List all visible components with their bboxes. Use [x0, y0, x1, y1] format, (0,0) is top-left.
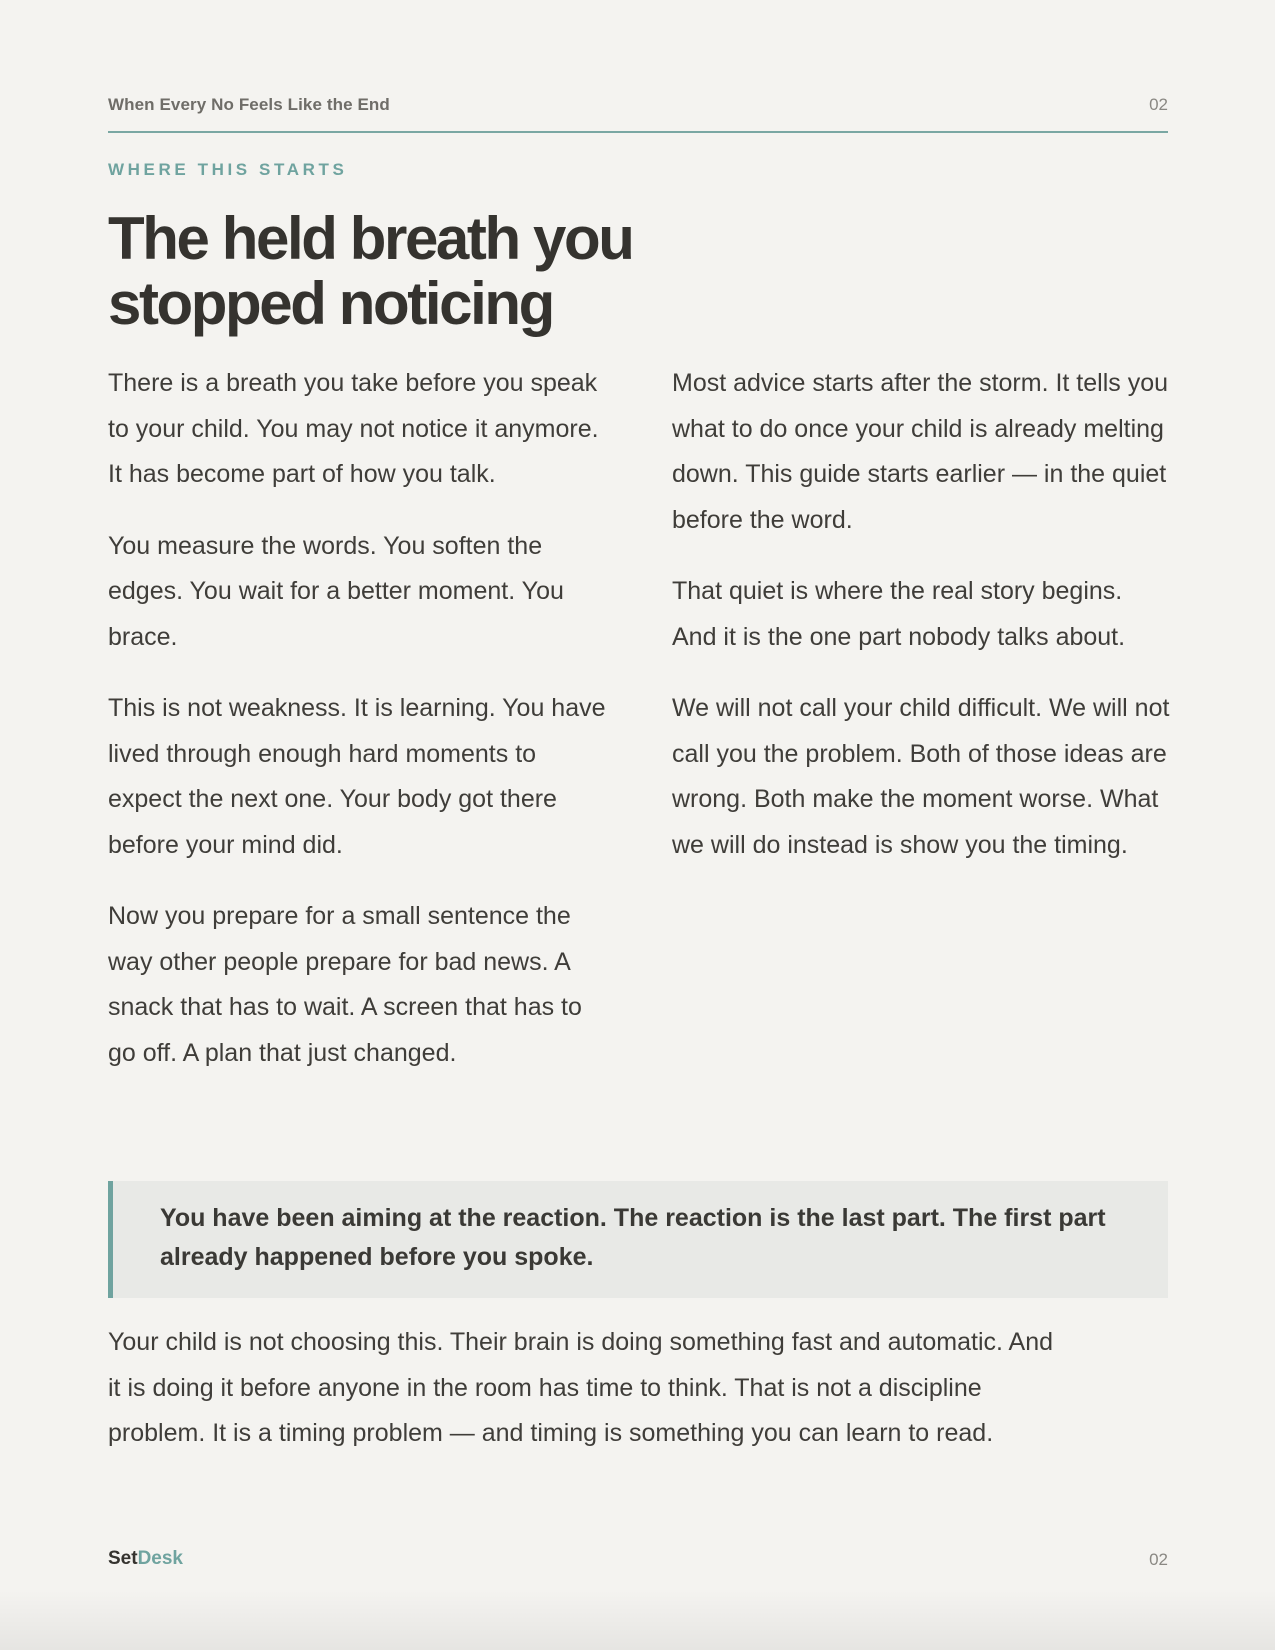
- left-column: [108, 361, 608, 1102]
- body-paragraph: Most advice starts after the storm. It tells you what to do once your child is already melting down. This guide starts earlier — in the quiet before the word.: [672, 369, 1169, 534]
- body-paragraph: There is a breath you take before you speak to your child. You may not notice it anymore. It has become part of how you talk.: [108, 369, 599, 488]
- document-page: [108, 0, 1168, 1650]
- bottom-shadow: [0, 1590, 1275, 1650]
- header-page-number: 02: [1149, 95, 1168, 114]
- body-paragraph: You measure the words. You soften the edges. You wait for a better moment. You brace.: [108, 531, 564, 651]
- brand-name-part2: Desk: [137, 1548, 183, 1569]
- running-title: When Every No Feels Like the End: [108, 95, 390, 114]
- body-paragraph: This is not weakness. It is learning. You have lived through enough hard moments to expect the next one. Your body got there before your mind did.: [108, 694, 606, 859]
- body-paragraph: Now you prepare for a small sentence the way other people prepare for bad news. A snack that has to wait. A screen that has to go off. A plan that just changed.: [108, 902, 582, 1067]
- pull-quote: You have been aiming at the reaction. The reaction is the last part. The first part already happened before you spoke.: [108, 1181, 1168, 1298]
- body-paragraph: That quiet is where the real story begins. And it is the one part nobody talks about.: [672, 577, 1126, 651]
- brand-logo: [108, 1548, 183, 1570]
- running-header: [108, 93, 1168, 133]
- closing-paragraph: Your child is not choosing this. Their brain is doing something fast and automatic. And it is doing it before anyone in the room has time to think. That is not a discipline problem. It is a timing problem — and timing is something you can learn to read.: [108, 1328, 1054, 1447]
- brand-name-part1: Set: [108, 1548, 138, 1569]
- right-column: [672, 361, 1172, 894]
- footer-page-number: 02: [1149, 1550, 1168, 1569]
- section-eyebrow: WHERE THIS STARTS: [108, 160, 348, 179]
- body-paragraph: We will not call your child difficult. We will not call you the problem. Both of those ideas are wrong. Both make the moment worse. What we will do instead is show you the timing.: [672, 694, 1170, 859]
- page-headline: The held breath you stopped noticing: [108, 205, 633, 337]
